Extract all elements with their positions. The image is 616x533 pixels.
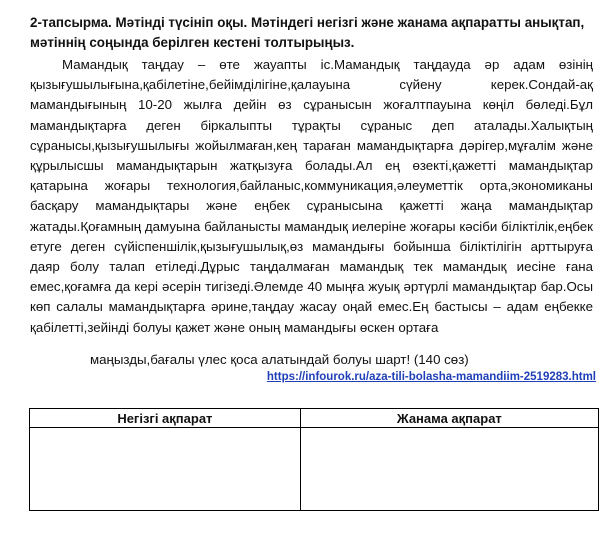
paragraph-last-line: маңызды,бағалы үлес қоса алатындай болуы шарт! (140 сөз) — [90, 352, 469, 367]
cell-secondary-info[interactable] — [300, 428, 598, 511]
task-title: 2-тапсырма. Мәтінді түсініп оқы. Мәтіндегі негізгі және жанама ақпаратты анықтап, мәтіннің соңында берілген кестені толтырыңыз. — [30, 15, 585, 50]
answer-table — [29, 408, 599, 511]
main-paragraph: Мамандық таңдау – өте жауапты іс.Мамандық таңдауда әр адам өзінің қызығушылығына,қабілетіне,бейімділігіне,қалауына сүйену керек.Сондай-ақ мамандығының 10-20 жылға дейін өз сұранысын жоғалтпауына көңіл бөледі.Бұл мамандықтарға деген біркалыпты тұрақты сұраныс деп аталады.Халықтың сұранысы,қызығушылығы жойылмаған,кең тараған мамандықтарға дәрігер,мұғалім және құрылысшы мамандықтарын жатқызуға болады.Ал ең өзекті,қажетті мамандықтар қатарына жоғары технология,байланыс,коммуникация,әлеуметтік орта,экономиканы басқару мамандықтары және еңбек сұранысына қажетті жаңа мамандықтар жатады.Қоғамның дамуына байланысты мамандық иелеріне жоғары кәсіби біліктілік,еңбек етуге деген сүйіспеншілік,қызығушылық,өз мамандығы бойынша біліктілігін арттыруға даяр болу талап етіледі.Дұрыс таңдалмаған мамандық тек мамандық иесіне ғана емес,қоғамға да кері әсерін тигізеді.Әлемде 40 мыңға жуық әртүрлі мамандықтар бар.Осы көп салалы мамандықтарға әрине,таңдау жасау оңай емес.Ең бастысы – адам еңбекке қабілетті,зейінді болуы қажет және оның мамандығы өскен ортаға — [30, 57, 593, 335]
header-secondary-info: Жанама ақпарат — [300, 409, 598, 428]
cell-main-info[interactable] — [30, 428, 301, 511]
table-header-row — [30, 409, 599, 428]
table-row — [30, 428, 599, 511]
source-link[interactable]: https://infourok.ru/aza-tili-bolasha-mamandiim-2519283.html — [266, 371, 596, 383]
header-main-info: Негізгі ақпарат — [30, 409, 301, 428]
